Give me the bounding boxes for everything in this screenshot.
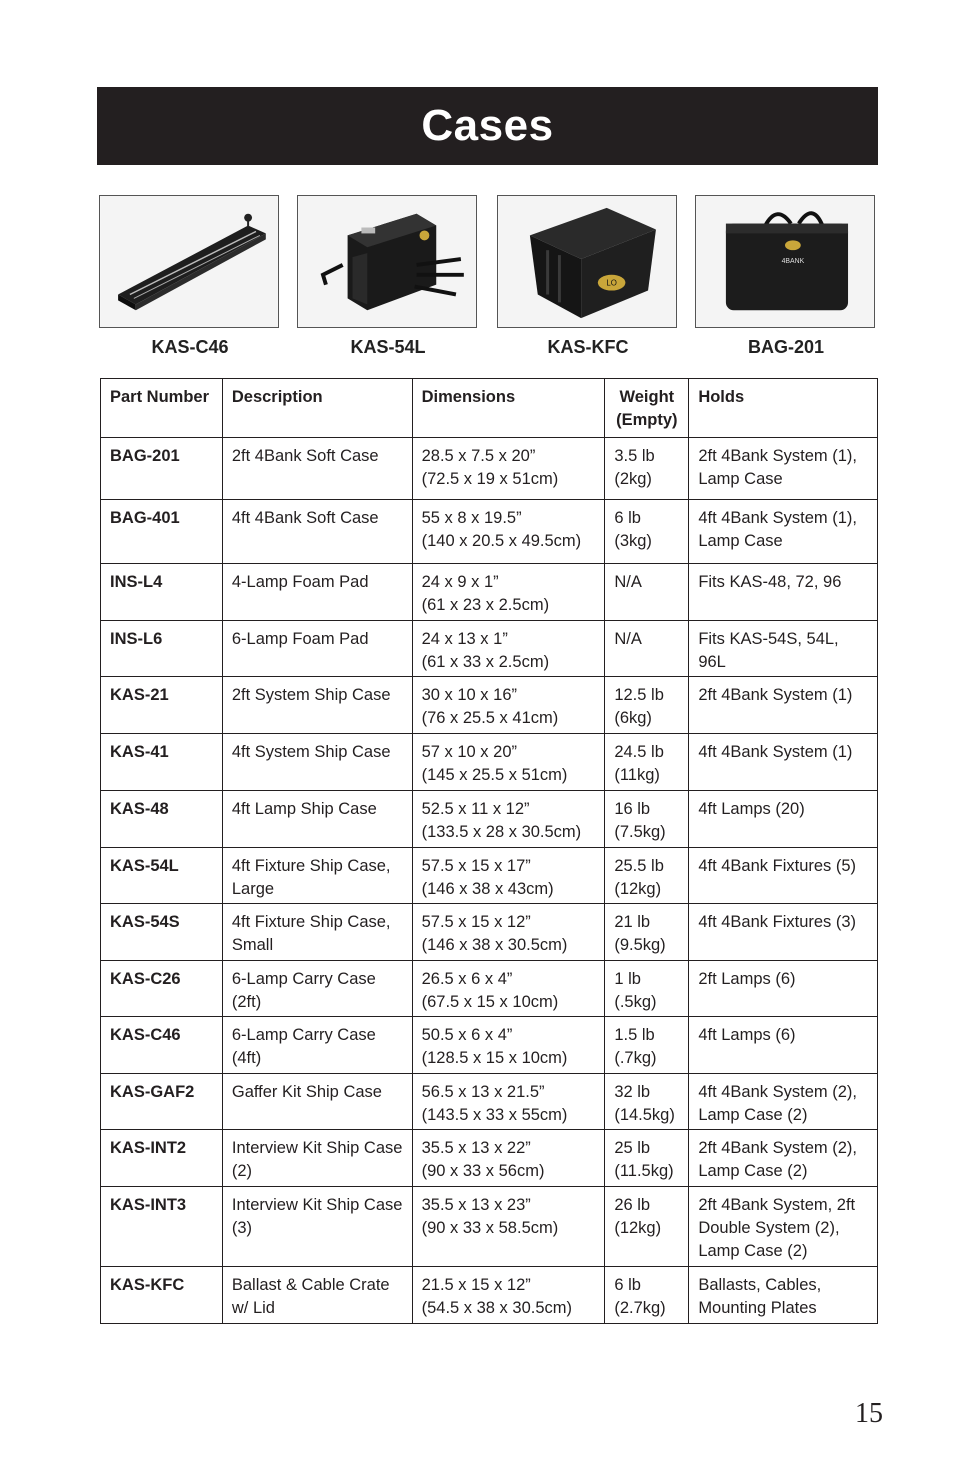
cell-weight [605,791,689,848]
cell-description [222,1017,412,1074]
table-row [101,1130,878,1187]
cell-description-line: (2) [231,1162,253,1180]
cell-holds [689,848,878,904]
header-description: Description [222,379,412,438]
cell-weight-line: N/A [614,573,642,591]
cell-dimensions-line: 24 x 13 x 1” [421,630,508,648]
cell-description [222,677,412,734]
cell-weight-line: 1 lb [614,970,641,988]
cell-holds [689,500,878,564]
cell-dimensions [412,961,605,1017]
cell-weight-line: (12kg) [614,1219,662,1237]
cell-description [222,734,412,791]
cell-holds-line: Lamp Case (2) [698,1162,808,1180]
cell-description [222,564,412,621]
header-dimensions: Dimensions [412,379,605,438]
cell-weight-line: 32 lb [614,1083,651,1101]
caption-bag-201: BAG-201 [747,337,825,357]
header-part-number: Part Number [101,379,223,438]
cell-holds-line: Fits KAS-54S, 54L, 96L [698,630,839,671]
cell-weight [605,904,689,961]
table-body [101,438,878,1324]
cell-description-line: Interview Kit Ship Case [231,1139,403,1157]
cell-description-line: 4ft Lamp Ship Case [231,800,377,818]
cell-description [222,904,412,961]
cell-holds [689,904,878,961]
cell-holds-line: Lamp Case (2) [698,1242,808,1260]
cell-description-line: 4ft System Ship Case [231,743,391,761]
table-header-row [101,379,878,438]
cell-holds-line: 2ft 4Bank System (1), [698,447,857,465]
cell-weight [605,848,689,904]
cell-part-number: KAS-KFC [101,1267,223,1324]
cell-holds [689,438,878,500]
cell-weight-line: 25 lb [614,1139,651,1157]
cell-part-number: KAS-54S [101,904,223,961]
cell-holds-line: Lamp Case [698,470,783,488]
cell-dimensions-line: 35.5 x 13 x 23” [421,1196,531,1214]
page-number: 15 [855,1398,883,1429]
cell-weight-line: (12kg) [614,880,662,898]
cell-dimensions [412,621,605,677]
cell-description-line: Large [231,880,275,898]
cell-weight-line: 25.5 lb [614,857,664,875]
cell-holds-line: 4ft 4Bank System (1), [698,509,857,527]
cell-part-number: KAS-54L [101,848,223,904]
cell-holds-line: Lamp Case [698,532,783,550]
table-row [101,734,878,791]
cell-dimensions [412,500,605,564]
cell-dimensions [412,677,605,734]
table-row [101,500,878,564]
cell-dimensions-line: 35.5 x 13 x 22” [421,1139,531,1157]
cell-dimensions [412,1017,605,1074]
cell-dimensions-line: 57 x 10 x 20” [421,743,517,761]
cell-weight-line: (14.5kg) [614,1106,675,1124]
cell-dimensions-line: (128.5 x 15 x 10cm) [421,1049,568,1067]
cell-weight-line: (7.5kg) [614,823,666,841]
cell-part-number: INS-L4 [101,564,223,621]
page-title: Cases [421,101,554,150]
cell-dimensions-line: 56.5 x 13 x 21.5” [421,1083,545,1101]
cell-weight [605,1267,689,1324]
cell-description-line: Small [231,936,274,954]
cell-holds-line: 4ft Lamps (6) [698,1026,796,1044]
cell-holds-line: Double System (2), [698,1219,840,1237]
cell-holds-line: 4ft 4Bank System (2), [698,1083,857,1101]
cell-part-number: KAS-INT3 [101,1187,223,1267]
cell-dimensions-line: (67.5 x 15 x 10cm) [421,993,559,1011]
cell-dimensions-line: (145 x 25.5 x 51cm) [421,766,568,784]
cell-description-line: 4-Lamp Foam Pad [231,573,369,591]
cell-description-line: w/ Lid [231,1299,275,1317]
cell-weight [605,1017,689,1074]
caption-kas-54l: KAS-54L [350,337,426,357]
header-weight-line2: (Empty) [616,411,678,429]
cell-holds [689,1017,878,1074]
cell-dimensions-line: 50.5 x 6 x 4” [421,1026,513,1044]
cell-dimensions-line: 57.5 x 15 x 12” [421,913,531,931]
cell-dimensions-line: 28.5 x 7.5 x 20” [421,447,536,465]
cell-dimensions [412,848,605,904]
cell-description-line: 4ft Fixture Ship Case, [231,857,391,875]
cell-holds-line: 4ft 4Bank Fixtures (3) [698,913,857,931]
cell-description [222,791,412,848]
cell-holds [689,961,878,1017]
cell-description [222,621,412,677]
table-row [101,961,878,1017]
cell-weight [605,564,689,621]
cell-weight-line: (6kg) [614,709,652,727]
cell-part-number: KAS-48 [101,791,223,848]
header-holds: Holds [689,379,878,438]
cell-holds-line: Fits KAS-48, 72, 96 [698,573,842,591]
cell-description-line: 6-Lamp Carry Case (2ft) [231,970,376,1011]
cell-weight [605,961,689,1017]
cell-description-line: 6-Lamp Carry Case (4ft) [231,1026,376,1067]
cell-weight-line: (2kg) [614,470,652,488]
cell-part-number: KAS-21 [101,677,223,734]
cell-weight-line: 24.5 lb [614,743,664,761]
svg-text:4BANK: 4BANK [781,257,805,265]
cell-holds-line: 2ft 4Bank System, 2ft [698,1196,856,1214]
cell-part-number: INS-L6 [101,621,223,677]
table-row [101,1074,878,1130]
cell-part-number: KAS-41 [101,734,223,791]
cell-weight-line: (.5kg) [614,993,657,1011]
cell-part-number: BAG-401 [101,500,223,564]
table-row [101,564,878,621]
cell-dimensions-line: (146 x 38 x 43cm) [421,880,554,898]
cell-weight [605,438,689,500]
cell-weight-line: 16 lb [614,800,651,818]
cell-dimensions [412,1187,605,1267]
cell-description-line: Gaffer Kit Ship Case [231,1083,382,1101]
cell-holds [689,791,878,848]
header-weight [605,379,689,438]
cell-weight-line: 21 lb [614,913,651,931]
cell-dimensions [412,904,605,961]
cell-weight-line: (11.5kg) [614,1162,674,1180]
cell-holds [689,677,878,734]
cell-holds [689,1267,878,1324]
cell-holds [689,734,878,791]
cell-dimensions-line: (146 x 38 x 30.5cm) [421,936,568,954]
cell-weight [605,734,689,791]
cell-dimensions-line: 57.5 x 15 x 17” [421,857,531,875]
cell-part-number: KAS-GAF2 [101,1074,223,1130]
cell-weight [605,1187,689,1267]
cell-dimensions-line: 30 x 10 x 16” [421,686,517,704]
svg-text:LO: LO [606,278,617,288]
cell-dimensions [412,1267,605,1324]
cell-description [222,500,412,564]
cell-weight-line: (9.5kg) [614,936,666,954]
cell-dimensions [412,791,605,848]
table-row [101,1187,878,1267]
title-banner [97,87,878,165]
cell-part-number: KAS-INT2 [101,1130,223,1187]
cell-description [222,1074,412,1130]
cell-description-line: Ballast & Cable Crate [231,1276,390,1294]
cell-dimensions-line: (133.5 x 28 x 30.5cm) [421,823,582,841]
cell-description [222,1267,412,1324]
cell-holds-line: 4ft 4Bank System (1) [698,743,853,761]
table-row [101,1017,878,1074]
cell-weight [605,1074,689,1130]
caption-kas-kfc: KAS-KFC [547,337,629,357]
cell-dimensions-line: (61 x 23 x 2.5cm) [421,596,550,614]
cell-description [222,1130,412,1187]
cell-description-line: Interview Kit Ship Case [231,1196,403,1214]
cell-part-number: BAG-201 [101,438,223,500]
cell-description [222,848,412,904]
header-weight-line1: Weight [619,388,675,406]
cell-weight-line: 26 lb [614,1196,651,1214]
cases-spec-table [100,378,878,1324]
cell-description [222,438,412,500]
cell-description-line: (3) [231,1219,253,1237]
cell-holds [689,1074,878,1130]
cell-description-line: 2ft System Ship Case [231,686,391,704]
cell-weight [605,677,689,734]
cell-dimensions [412,564,605,621]
cell-dimensions-line: 26.5 x 6 x 4” [421,970,513,988]
cell-weight [605,621,689,677]
cell-weight-line: (2.7kg) [614,1299,666,1317]
cell-description-line: 2ft 4Bank Soft Case [231,447,379,465]
cell-holds-line: 4ft 4Bank Fixtures (5) [698,857,857,875]
cell-description-line: 4ft Fixture Ship Case, [231,913,391,931]
cell-holds-line: 2ft 4Bank System (1) [698,686,853,704]
cell-holds [689,621,878,677]
cell-dimensions-line: (61 x 33 x 2.5cm) [421,653,550,671]
cell-weight-line: N/A [614,630,642,648]
cell-weight-line: 6 lb [614,1276,641,1294]
cell-dimensions-line: 24 x 9 x 1” [421,573,499,591]
cell-holds [689,564,878,621]
table-row [101,438,878,500]
cell-weight-line: (11kg) [614,766,660,784]
cell-weight-line: 6 lb [614,509,641,527]
cell-dimensions [412,1130,605,1187]
table-row [101,677,878,734]
cell-dimensions [412,438,605,500]
cell-dimensions-line: 52.5 x 11 x 12” [421,800,530,818]
soft-case-bag-icon [695,195,875,328]
cell-holds-line: 2ft 4Bank System (2), [698,1139,857,1157]
cell-dimensions [412,1074,605,1130]
table-row [101,791,878,848]
cell-weight-line: (.7kg) [614,1049,657,1067]
cell-dimensions-line: (54.5 x 38 x 30.5cm) [421,1299,572,1317]
cell-part-number: KAS-C46 [101,1017,223,1074]
cell-description [222,1187,412,1267]
cable-crate-icon [497,195,677,328]
cell-dimensions-line: (90 x 33 x 56cm) [421,1162,545,1180]
cell-dimensions-line: (143.5 x 33 x 55cm) [421,1106,568,1124]
cell-weight-line: 3.5 lb [614,447,655,465]
cell-weight-line: 12.5 lb [614,686,664,704]
cell-holds-line: 2ft Lamps (6) [698,970,796,988]
cell-dimensions-line: 21.5 x 15 x 12” [421,1276,531,1294]
table-row [101,904,878,961]
fixture-ship-case-icon [297,195,477,328]
cell-dimensions [412,734,605,791]
cell-weight [605,1130,689,1187]
table-row [101,1267,878,1324]
lamp-carry-case-icon [99,195,279,328]
cell-description [222,961,412,1017]
cell-dimensions-line: 55 x 8 x 19.5” [421,509,522,527]
cell-dimensions-line: (76 x 25.5 x 41cm) [421,709,559,727]
caption-kas-c46: KAS-C46 [151,337,229,357]
cell-dimensions-line: (72.5 x 19 x 51cm) [421,470,559,488]
cell-weight [605,500,689,564]
cell-dimensions-line: (140 x 20.5 x 49.5cm) [421,532,582,550]
cell-holds-line: 4ft Lamps (20) [698,800,805,818]
cell-holds-line: Ballasts, Cables, [698,1276,822,1294]
table-row [101,848,878,904]
cell-weight-line: 1.5 lb [614,1026,655,1044]
cell-dimensions-line: (90 x 33 x 58.5cm) [421,1219,559,1237]
cell-holds-line: Mounting Plates [698,1299,817,1317]
cell-part-number: KAS-C26 [101,961,223,1017]
cell-holds [689,1130,878,1187]
cell-holds-line: Lamp Case (2) [698,1106,808,1124]
cell-weight-line: (3kg) [614,532,652,550]
cell-description-line: 6-Lamp Foam Pad [231,630,369,648]
cell-holds [689,1187,878,1267]
cell-description-line: 4ft 4Bank Soft Case [231,509,379,527]
table-row [101,621,878,677]
